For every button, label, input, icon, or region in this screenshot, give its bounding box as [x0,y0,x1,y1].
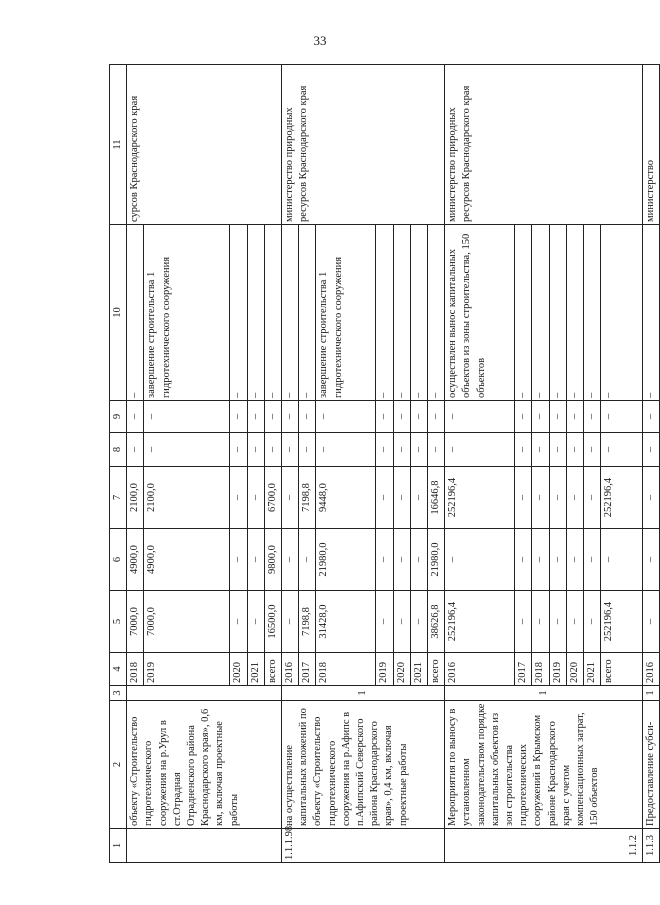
col10-cell: – [410,225,427,401]
year-cell: 2016 [643,653,660,686]
table-row [445,65,515,863]
col10-cell: – [230,225,247,401]
program-table [109,64,660,863]
header-col-3: 3 [110,686,127,701]
col9-cell: – [532,401,549,433]
row-number: 1.1.2 [445,829,643,863]
year-cell: всего [601,653,643,686]
col8-cell: – [127,433,144,467]
row-number: 1.1.1.98. [282,829,445,863]
year-cell: 2021 [584,653,601,686]
col8-cell: – [584,433,601,467]
executor-cell: сурсов Краснодарского края [127,65,282,225]
col10-cell: – [566,225,583,401]
col6-cell: – [532,529,549,591]
table-row [643,65,660,863]
row-col3: 1 [445,686,643,701]
header-col-2: 2 [110,701,127,829]
col7-cell: – [247,467,264,529]
col7-cell: – [532,467,549,529]
col9-cell: – [584,401,601,433]
year-cell: 2017 [515,653,532,686]
col10-cell: – [601,225,643,401]
col7-cell: – [230,467,247,529]
total-cell: 7000,0 [144,591,230,653]
col7-cell: 16646,8 [428,467,445,529]
executor-cell: министерство природных ресурсов Краснодарского края [445,65,643,225]
total-cell: – [410,591,427,653]
total-cell: 38626,8 [428,591,445,653]
col8-cell: – [601,433,643,467]
col7-cell: – [410,467,427,529]
col10-cell: – [643,225,660,401]
total-cell: 252196,4 [601,591,643,653]
executor-cell: министерство [643,65,660,225]
row-description: Мероприятия по выносу в установленном законодательством порядке капитальных объектов из зон строительства гидротехнических сооружений в Крымском районе Краснодарского края с учетом компенсационных затрат, 150 объектов [445,701,643,829]
col10-cell: завершение строительства 1 гидротехнического сооружения [144,225,230,401]
col6-cell: 4900,0 [144,529,230,591]
year-cell: 2019 [144,653,230,686]
row-description: Предоставление субси- [643,701,660,829]
col8-cell: – [410,433,427,467]
col9-cell: – [549,401,566,433]
year-cell: 2021 [247,653,264,686]
col9-cell: – [230,401,247,433]
col9-cell: – [247,401,264,433]
col6-cell: 4900,0 [127,529,144,591]
total-cell: 16500,0 [264,591,281,653]
col7-cell: – [643,467,660,529]
row-number: 1.1.3 [643,829,660,863]
col10-cell: – [247,225,264,401]
col8-cell: – [144,433,230,467]
col8-cell: – [643,433,660,467]
col7-cell: – [393,467,410,529]
col10-cell: – [549,225,566,401]
year-cell: 2019 [549,653,566,686]
header-col-4: 4 [110,653,127,686]
table-row [282,65,299,863]
col6-cell: – [410,529,427,591]
col7-cell: – [515,467,532,529]
total-cell: – [566,591,583,653]
col8-cell: – [230,433,247,467]
total-cell: 7198,8 [299,591,316,653]
year-cell: 2018 [127,653,144,686]
year-cell: всего [428,653,445,686]
col8-cell: – [566,433,583,467]
total-cell: – [549,591,566,653]
year-cell: 2020 [393,653,410,686]
col6-cell: – [549,529,566,591]
col9-cell: – [566,401,583,433]
col9-cell: – [264,401,281,433]
row-description: на осуществление капитальных вложений по объекту «Строительство гидротехнического сооружения на р.Афипс в п.Афипский Северского района Краснодарского края», 0,4 км, включая проектные работы [282,701,445,829]
page-number: 33 [313,33,327,48]
col6-cell: 21980,0 [428,529,445,591]
total-cell: – [376,591,393,653]
col6-cell: – [393,529,410,591]
col6-cell: – [601,529,643,591]
total-cell: 31428,0 [316,591,376,653]
col10-cell: – [584,225,601,401]
header-col-11: 11 [110,65,127,225]
col10-cell: – [532,225,549,401]
col7-cell: 9448,0 [316,467,376,529]
col8-cell: – [316,433,376,467]
col6-cell: – [515,529,532,591]
header-row [110,65,127,863]
header-col-5: 5 [110,591,127,653]
total-cell: 7000,0 [127,591,144,653]
year-cell: 2020 [230,653,247,686]
col6-cell: – [230,529,247,591]
col6-cell: – [584,529,601,591]
col8-cell: – [428,433,445,467]
col9-cell: – [428,401,445,433]
col7-cell: 252196,4 [445,467,515,529]
header-col-1: 1 [110,829,127,863]
col7-cell: 2100,0 [144,467,230,529]
col10-cell: – [515,225,532,401]
col8-cell: – [282,433,299,467]
col7-cell: – [566,467,583,529]
col10-cell: – [299,225,316,401]
col7-cell: – [376,467,393,529]
header-col-9: 9 [110,401,127,433]
col8-cell: – [247,433,264,467]
total-cell: – [282,591,299,653]
col7-cell: 2100,0 [127,467,144,529]
row-col3 [127,686,282,701]
header-col-6: 6 [110,529,127,591]
year-cell: всего [264,653,281,686]
total-cell: 252196,4 [445,591,515,653]
total-cell: – [643,591,660,653]
col9-cell: – [643,401,660,433]
total-cell: – [515,591,532,653]
col10-cell: – [264,225,281,401]
col10-cell: завершение строительства 1 гидротехнического сооружения [316,225,376,401]
col9-cell: – [144,401,230,433]
col7-cell: – [584,467,601,529]
col7-cell: 7198,8 [299,467,316,529]
row-col3: 1 [643,686,660,701]
col8-cell: – [515,433,532,467]
col8-cell: – [376,433,393,467]
col10-cell: – [393,225,410,401]
row-number [127,829,282,863]
col6-cell: – [299,529,316,591]
year-cell: 2017 [299,653,316,686]
col9-cell: – [601,401,643,433]
rotated-table [109,65,657,863]
col7-cell: – [549,467,566,529]
col8-cell: – [445,433,515,467]
col8-cell: – [393,433,410,467]
year-cell: 2018 [316,653,376,686]
col9-cell: – [316,401,376,433]
total-cell: – [247,591,264,653]
col9-cell: – [393,401,410,433]
col6-cell: 9800,0 [264,529,281,591]
year-cell: 2019 [376,653,393,686]
total-cell: – [532,591,549,653]
col8-cell: – [532,433,549,467]
row-col3: 1 [282,686,445,701]
col6-cell: 21980,0 [316,529,376,591]
col9-cell: – [515,401,532,433]
col7-cell: 252196,4 [601,467,643,529]
executor-cell: министерство природных ресурсов Краснодарского края [282,65,445,225]
col9-cell: – [282,401,299,433]
table-body [110,65,660,863]
year-cell: 2020 [566,653,583,686]
col6-cell: – [376,529,393,591]
col9-cell: – [410,401,427,433]
year-cell: 2016 [445,653,515,686]
total-cell: – [584,591,601,653]
col10-cell: – [282,225,299,401]
col10-cell: – [127,225,144,401]
header-col-8: 8 [110,433,127,467]
col10-cell: – [428,225,445,401]
total-cell: – [230,591,247,653]
col7-cell: – [282,467,299,529]
col9-cell: – [127,401,144,433]
col9-cell: – [445,401,515,433]
col6-cell: – [282,529,299,591]
year-cell: 2018 [532,653,549,686]
col8-cell: – [299,433,316,467]
col9-cell: – [299,401,316,433]
col8-cell: – [549,433,566,467]
col6-cell: – [643,529,660,591]
col8-cell: – [264,433,281,467]
row-description: объекту «Строительство гидротехнического сооружения на р.Урул в ст.Отрадная Отрадненского района Краснодарского края», 0,6 км, включая проектные работы [127,701,282,829]
col10-cell: осуществлен вынос капитальных объектов из зоны строительства, 150 объектов [445,225,515,401]
total-cell: – [393,591,410,653]
year-cell: 2016 [282,653,299,686]
header-col-7: 7 [110,467,127,529]
col6-cell: – [247,529,264,591]
col6-cell: – [566,529,583,591]
year-cell: 2021 [410,653,427,686]
table-row [127,65,144,863]
col10-cell: – [376,225,393,401]
col7-cell: 6700,0 [264,467,281,529]
table-stage [109,65,657,863]
col9-cell: – [376,401,393,433]
header-col-10: 10 [110,225,127,401]
col6-cell: – [445,529,515,591]
